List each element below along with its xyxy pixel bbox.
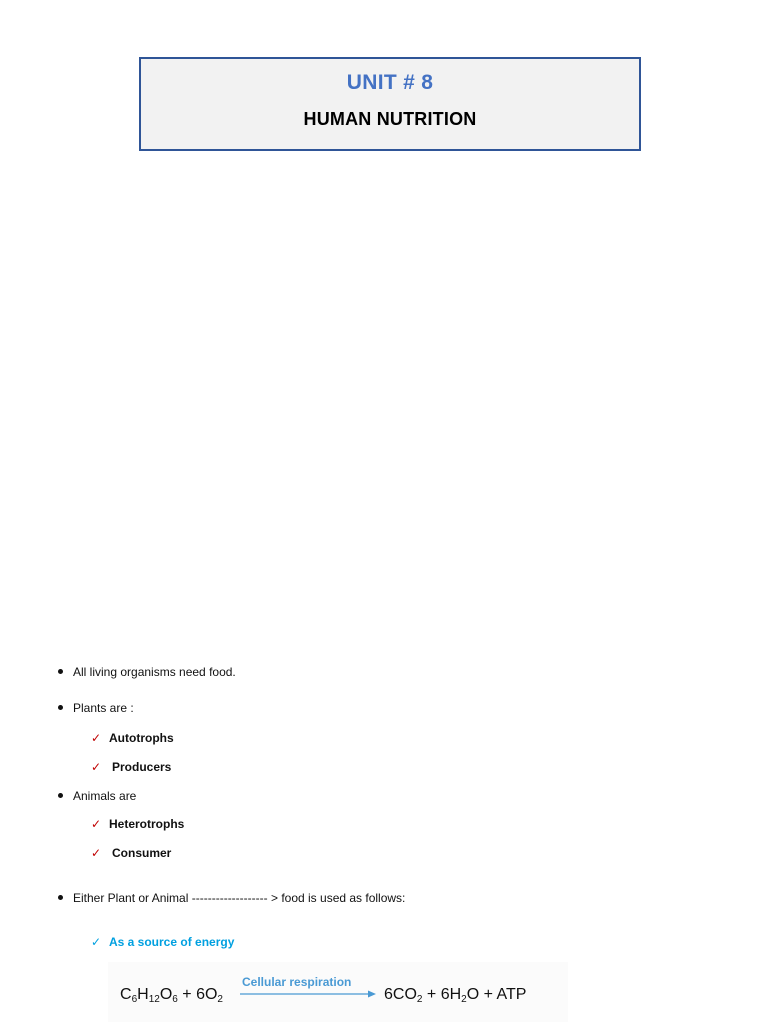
process-label: Cellular respiration	[242, 975, 352, 989]
bullet-item	[58, 701, 134, 715]
bullet-text: Either Plant or Animal ------------------- > food is used as follows:	[73, 891, 406, 905]
check-label: Autotrophs	[109, 731, 174, 745]
equation-products: $6CO_2 + 6H_2O$ + ATP	[384, 986, 527, 1005]
equation-reactants: $C_6H_{12}O_6 + 6O_2$	[120, 986, 223, 1005]
check-label: Consumer	[112, 846, 172, 860]
check-label: As a source of energy	[109, 935, 235, 949]
check-item	[91, 817, 184, 831]
bullet-dot-icon	[58, 793, 63, 798]
checkmark-icon: ✓	[91, 935, 102, 949]
bullet-dot-icon	[58, 669, 63, 674]
check-label: Producers	[112, 760, 172, 774]
respiration-equation	[108, 962, 568, 1022]
bullet-dot-icon	[58, 895, 63, 900]
unit-number: UNIT # 8	[346, 71, 434, 94]
unit-title: HUMAN NUTRITION	[303, 109, 477, 129]
checkmark-icon: ✓	[91, 817, 102, 831]
bullet-item	[58, 891, 405, 905]
bullet-dot-icon	[58, 705, 63, 710]
check-item	[91, 760, 171, 774]
check-item	[91, 846, 171, 860]
bullet-text: Animals are	[73, 789, 137, 803]
bullet-item	[58, 789, 136, 803]
checkmark-icon: ✓	[91, 846, 102, 860]
check-item	[91, 731, 174, 745]
check-label: Heterotrophs	[109, 817, 185, 831]
checkmark-icon: ✓	[91, 731, 102, 745]
arrow-right-icon	[240, 989, 376, 999]
bullet-text: Plants are :	[73, 701, 134, 715]
check-item	[91, 935, 234, 949]
bullet-text: All living organisms need food.	[73, 665, 236, 679]
checkmark-icon: ✓	[91, 760, 102, 774]
bullet-item	[58, 665, 236, 679]
